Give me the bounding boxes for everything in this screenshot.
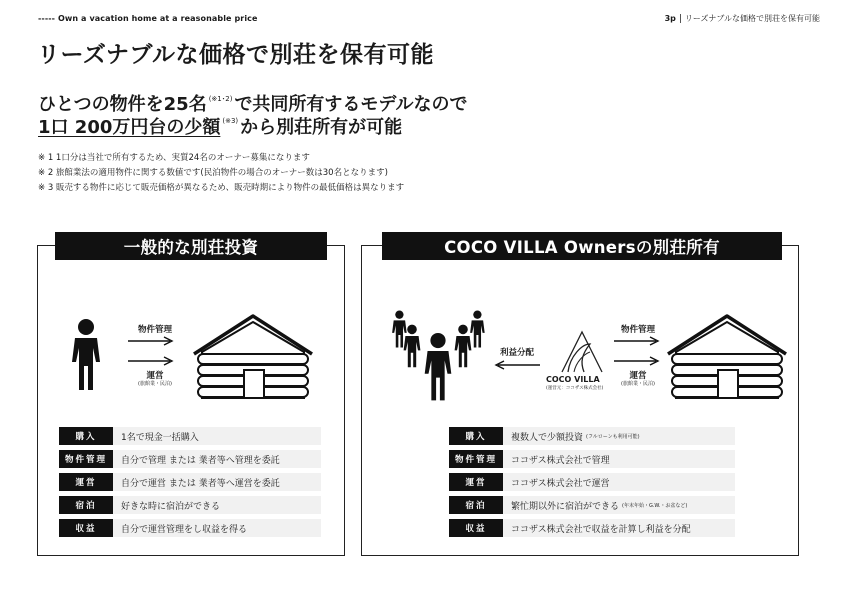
page-title: リーズナブルな価格で別荘を保有可能 xyxy=(37,42,434,68)
arrow-right-icon xyxy=(612,356,662,366)
row-key: 物件管理 xyxy=(59,450,113,468)
table-row xyxy=(59,473,321,491)
comparison-table-right xyxy=(449,427,735,537)
person-icon xyxy=(66,318,106,393)
label-operation: 運営 xyxy=(629,371,647,381)
page-number: 3p xyxy=(664,14,676,23)
table-row xyxy=(449,427,735,445)
row-value-text: 繁忙期以外に宿泊ができる xyxy=(511,501,620,512)
row-value xyxy=(503,496,687,514)
row-value-note: (フルローンも利用可能) xyxy=(586,433,640,440)
row-value-text: ココザス株式会社で管理 xyxy=(511,455,610,466)
row-value xyxy=(503,427,640,445)
table-row xyxy=(449,496,735,514)
row-value-text: ココザス株式会社で収益を計算し利益を分配 xyxy=(511,524,691,535)
table-row xyxy=(59,496,321,514)
table-row xyxy=(449,519,735,537)
row-value-text: 複数人で少額投資 xyxy=(511,432,584,443)
label-property-management: 物件管理 xyxy=(137,325,172,335)
row-value-text: ココザス株式会社で運営 xyxy=(511,478,610,489)
footnote: ※ 3 販売する物件に応じて販売価格が異なるため、販売時期により物件の最低価格は異なります xyxy=(38,183,405,193)
label-operation-sub: (旅館業・民泊) xyxy=(138,381,172,387)
row-key: 収益 xyxy=(449,519,503,537)
log-cabin-icon xyxy=(664,312,790,400)
lead-line-2 xyxy=(38,113,402,139)
arrow-right-icon xyxy=(126,336,176,346)
label-operation: 運営 xyxy=(146,371,164,381)
header-page-title: リーズナブルな価格で別荘を保有可能 xyxy=(684,14,820,23)
row-value xyxy=(503,519,691,537)
lead-highlight: 1口 200万円台の少額 xyxy=(38,117,221,138)
footnote: ※ 2 旅館業法の適用物件に関する数値です(民泊物件の場合のオーナー数は30名となります) xyxy=(38,168,388,178)
divider xyxy=(680,14,681,23)
coco-villa-logo xyxy=(560,328,604,374)
table-row xyxy=(449,473,735,491)
row-key: 物件管理 xyxy=(449,450,503,468)
table-row xyxy=(449,450,735,468)
row-value: 好きな時に宿泊ができる xyxy=(121,501,221,512)
lead-footnote-ref: (※1･2) xyxy=(208,95,233,103)
row-key: 宿泊 xyxy=(59,496,113,514)
lead-footnote-ref: (※3) xyxy=(222,117,239,125)
table-row xyxy=(59,519,321,537)
row-key: 運営 xyxy=(59,473,113,491)
row-key: 宿泊 xyxy=(449,496,503,514)
label-profit-distribution: 利益分配 xyxy=(499,348,534,358)
log-cabin-icon xyxy=(190,312,316,400)
label-operation-sub: (旅館業・民泊) xyxy=(621,381,655,387)
row-value: 1名で現金一括購入 xyxy=(121,432,199,443)
row-key: 購入 xyxy=(59,427,113,445)
label-property-management: 物件管理 xyxy=(620,325,655,335)
row-key: 運営 xyxy=(449,473,503,491)
row-value xyxy=(503,450,610,468)
panel-title-right: COCO VILLA Ownersの別荘所有 xyxy=(382,232,782,260)
row-value: 自分で運営 または 業者等へ運営を委託 xyxy=(121,478,280,489)
row-value xyxy=(503,473,610,491)
table-row xyxy=(59,450,321,468)
row-key: 収益 xyxy=(59,519,113,537)
row-value: 自分で運営管理をし収益を得る xyxy=(121,524,248,535)
lead-text: で共同所有するモデルなので xyxy=(234,94,468,115)
comparison-table-left xyxy=(59,427,321,537)
row-key: 購入 xyxy=(449,427,503,445)
row-value: 自分で管理 または 業者等へ管理を委託 xyxy=(121,455,280,466)
lead-text: ひとつの物件を25名 xyxy=(38,94,207,115)
brand-operator: (運営元：ココザス株式会社) xyxy=(546,386,604,391)
footnotes xyxy=(38,151,404,196)
arrow-left-icon xyxy=(494,360,544,370)
page-reference xyxy=(665,13,820,24)
brand-name: COCO VILLA xyxy=(546,375,600,384)
header-tagline: ----- Own a vacation home at a reasonable price xyxy=(38,14,258,23)
people-group-icon xyxy=(383,308,491,404)
arrow-right-icon xyxy=(126,356,176,366)
row-value-note: (年末年始・G.W.・お盆など) xyxy=(622,502,688,509)
footnote: ※ 1 1口分は当社で所有するため、実質24名のオーナー募集になります xyxy=(38,153,310,163)
panel-title-left: 一般的な別荘投資 xyxy=(55,232,327,260)
table-row xyxy=(59,427,321,445)
arrow-right-icon xyxy=(612,336,662,346)
lead-text: から別荘所有が可能 xyxy=(240,117,403,138)
